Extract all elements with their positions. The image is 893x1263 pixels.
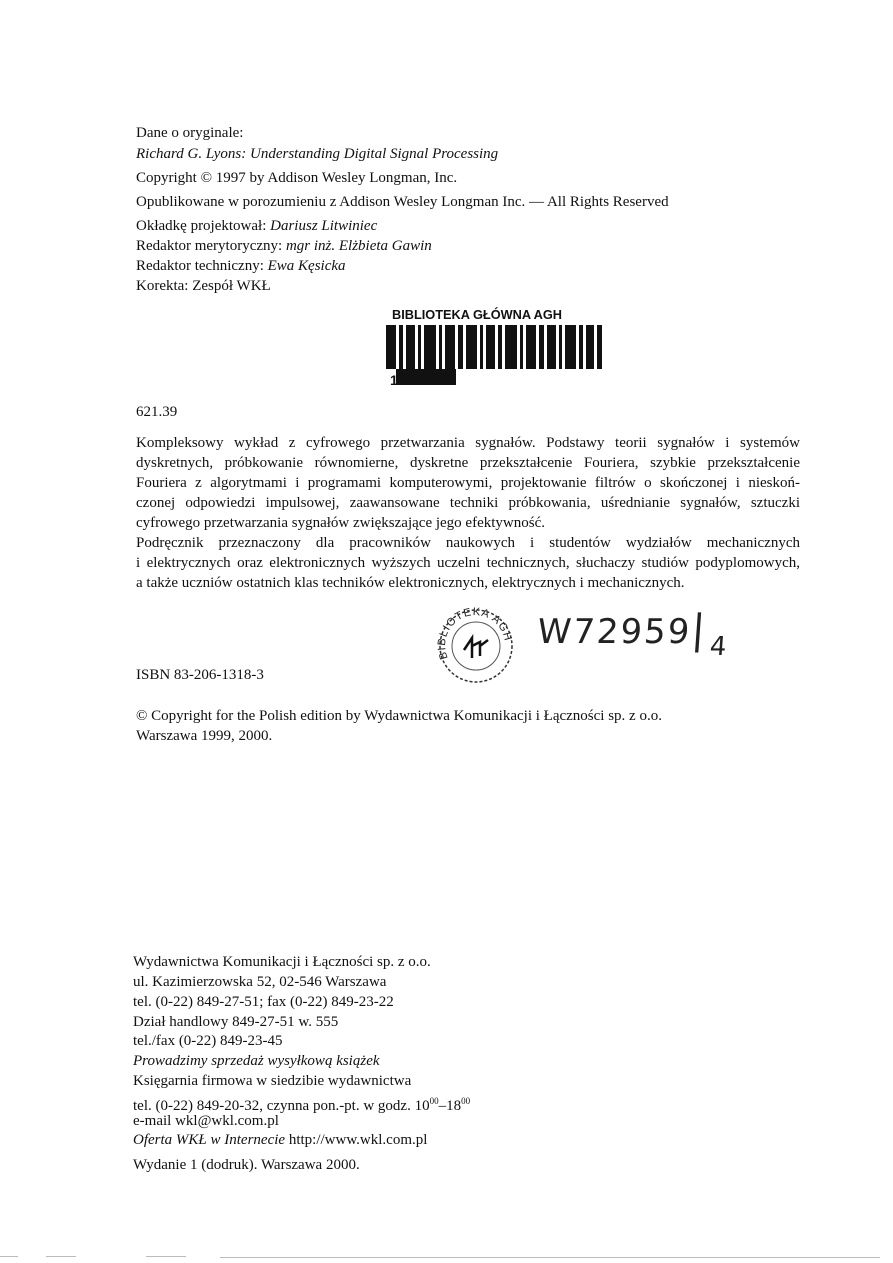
book-description — [136, 433, 800, 593]
polish-edition-years: Warszawa 1999, 2000. — [136, 728, 273, 744]
hours-to-sup: 00 — [461, 1096, 471, 1106]
cover-designer — [136, 216, 377, 236]
barcode-bottom-text: 1.....11 — [390, 372, 433, 388]
audience-line: i elektrycznych oraz elektronicznych wyższych uczelni technicznych, słuchaczy studiów podyplomowych, — [136, 555, 800, 571]
audience-line: Podręcznik przeznaczony dla pracowników naukowych i studentów wydziałów mechanicznych — [136, 535, 800, 551]
isbn: ISBN 83-206-1318-3 — [136, 667, 264, 683]
publisher-name: Wydawnictwa Komunikacji i Łączności sp. z o.o. — [133, 954, 431, 970]
web-url: http://www.wkl.com.pl — [288, 1132, 428, 1148]
original-copyright: Copyright © 1997 by Addison Wesley Longman, Inc. — [136, 170, 458, 186]
technical-editor-name: Ewa Kęsicka — [267, 258, 346, 274]
description-line: czonej odpowiedzi impulsowej, zaawansowane techniki próbkowania, uśrednianie sygnałów, sztuczki — [136, 495, 800, 511]
description-line: dyskretnych, próbkowanie równomierne, dyskretne przekształcenie Fouriera, szybkie przekształcenie — [136, 455, 800, 471]
web-label: Oferta WKŁ w Internecie — [133, 1132, 286, 1148]
audience-line: a także uczniów ostatnich klas techników elektronicznych, elektrycznych i mechanicznych. — [136, 575, 685, 591]
publisher-phone: tel. (0-22) 849-27-51; fax (0-22) 849-23-22 — [133, 994, 394, 1010]
hours-from-sup: 00 — [429, 1096, 439, 1106]
content-editor-name: mgr inż. Elżbieta Gawin — [285, 238, 432, 254]
library-stamp — [436, 600, 516, 688]
cover-designer-label: Okładkę projektował: — [136, 218, 267, 234]
description-line: Fouriera z algorytmami i programami komputerowymi, projektowanie filtrów o skończonej i nieskoń- — [136, 475, 800, 491]
mail-order-note: Prowadzimy sprzedaż wysyłkową książek — [133, 1053, 380, 1069]
scan-artifact — [220, 1257, 880, 1258]
publisher-address: ul. Kazimierzowska 52, 02-546 Warszawa — [133, 974, 387, 990]
stamp-text: BIBLIOTEKA AGH — [436, 606, 515, 661]
inventory-suffix: 4 — [708, 632, 730, 662]
scan-artifact — [146, 1256, 186, 1257]
description-line: cyfrowego przetwarzania sygnałów zwiększające jego efektywność. — [136, 515, 545, 531]
publisher-telfax: tel./fax (0-22) 849-23-45 — [133, 1033, 283, 1049]
publication-agreement: Opublikowane w porozumieniu z Addison Wesley Longman Inc. — All Rights Reserved — [136, 194, 669, 210]
content-editor — [136, 236, 432, 256]
inventory-number: W72959 — [536, 612, 693, 652]
hours-to: 18 — [446, 1098, 462, 1114]
technical-editor-label: Redaktor techniczny: — [136, 258, 264, 274]
cover-designer-name: Dariusz Litwiniec — [270, 218, 378, 234]
svg-text:BIBLIOTEKA AGH — [436, 606, 514, 661]
handwritten-inventory-number: $W72959|_4$ — [536, 607, 730, 662]
hours-prefix: tel. (0-22) 849-20-32, czynna pon.-pt. w godz. — [133, 1098, 415, 1114]
edition-info: Wydanie 1 (dodruk). Warszawa 2000. — [133, 1157, 360, 1173]
scan-artifact — [0, 1256, 18, 1257]
technical-editor — [136, 256, 346, 276]
publisher-web — [133, 1130, 427, 1150]
description-line: Kompleksowy wykład z cyfrowego przetwarzania sygnałów. Podstawy teorii sygnałów i systemów — [136, 435, 800, 451]
hours-dash: – — [438, 1098, 447, 1114]
scan-artifact — [46, 1256, 76, 1257]
polish-edition-copyright: © Copyright for the Polish edition by Wydawnictwa Komunikacji i Łączności sp. z o.o. — [136, 708, 662, 724]
original-title: Richard G. Lyons: Understanding Digital Signal Processing — [136, 146, 499, 162]
content-editor-label: Redaktor merytoryczny: — [136, 238, 283, 254]
proofreading: Korekta: Zespół WKŁ — [136, 278, 271, 294]
library-barcode — [386, 301, 606, 389]
barcode-top-text: BIBLIOTEKA GŁÓWNA AGH — [392, 307, 562, 322]
stamp-emblem-icon — [464, 638, 488, 658]
bookstore-note: Księgarnia firmowa w siedzibie wydawnictwa — [133, 1073, 412, 1089]
original-heading: Dane o oryginale: — [136, 125, 244, 141]
publisher-email: e-mail wkl@wkl.com.pl — [133, 1113, 279, 1129]
publisher-sales: Dział handlowy 849-27-51 w. 555 — [133, 1014, 339, 1030]
hours-from: 10 — [414, 1098, 430, 1114]
classification-number: 621.39 — [136, 404, 178, 420]
